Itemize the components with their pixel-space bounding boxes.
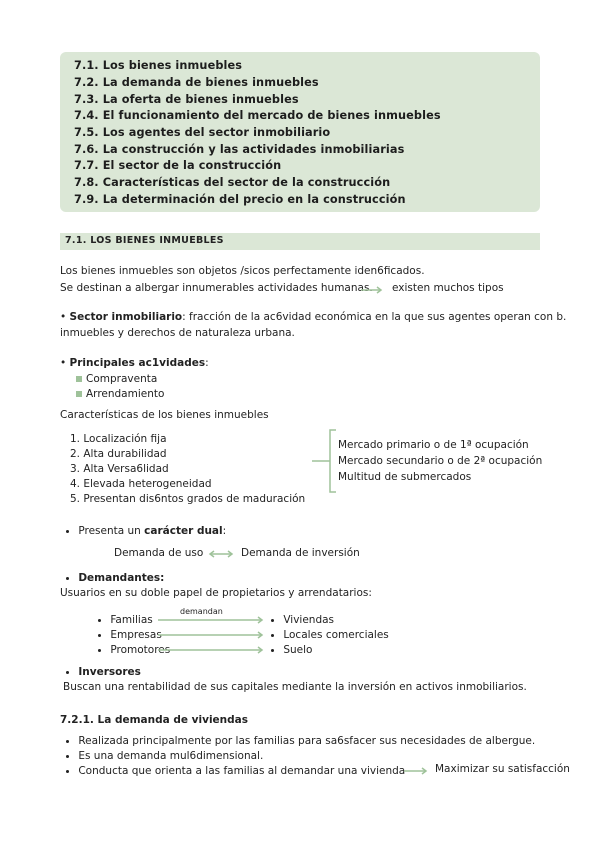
inversores-text: Buscan una rentabilidad de sus capitales mediante la inversión en activos inmobiliarios. bbox=[63, 681, 527, 693]
demandantes-label: Demandantes: bbox=[78, 572, 165, 584]
dual-pre: Presenta un bbox=[78, 525, 145, 537]
toc-item[interactable]: 7.3. La oferta de bienes inmuebles bbox=[74, 93, 299, 106]
demandante-right bbox=[271, 614, 334, 626]
intro-line-1: Los bienes inmuebles son objetos /sicos perfectamente iden6ficados. bbox=[60, 265, 425, 277]
demandante-left bbox=[98, 614, 153, 626]
bullet: • bbox=[60, 357, 67, 369]
bullet-dot-icon bbox=[66, 755, 69, 758]
toc-item[interactable]: 7.7. El sector de la construcción bbox=[74, 159, 282, 172]
dual-heading bbox=[66, 525, 226, 537]
section-title: 7.1. LOS BIENES INMUEBLES bbox=[65, 235, 224, 246]
toc-item[interactable]: 7.8. Características del sector de la construcción bbox=[74, 176, 391, 189]
list-item bbox=[66, 735, 535, 747]
sector-line-2: inmuebles y derechos de naturaleza urbana. bbox=[60, 327, 295, 339]
intro-arrow-text: existen muchos tipos bbox=[392, 282, 504, 294]
sector-text: : fracción de la ac6vidad económica en la que sus agentes operan con b. bbox=[182, 311, 567, 323]
actividad-item: Compraventa bbox=[86, 373, 158, 385]
actividades-label: Principales ac1vidades bbox=[69, 357, 206, 369]
inversores-label: Inversores bbox=[78, 666, 141, 678]
bullet-dot-icon bbox=[66, 577, 69, 580]
bullet: • bbox=[60, 311, 67, 323]
toc-item[interactable]: 7.2. La demanda de bienes inmuebles bbox=[74, 76, 319, 89]
caracteristica-item: 2. Alta durabilidad bbox=[70, 448, 167, 460]
mercado-item: Multitud de submercados bbox=[338, 471, 472, 483]
mercado-item: Mercado secundario o de 2ª ocupación bbox=[338, 455, 543, 467]
actividades-heading bbox=[60, 357, 209, 369]
intro-line-2: Se destinan a albergar innumerables actividades humanas. bbox=[60, 282, 373, 294]
vivienda-item: Realizada principalmente por las familias para sa6sfacer sus necesidades de albergue. bbox=[78, 735, 536, 747]
list-item bbox=[66, 750, 263, 762]
caracteristica-item: 4. Elevada heterogeneidad bbox=[70, 478, 212, 490]
bullet-dot-icon bbox=[66, 740, 69, 743]
dual-left: Demanda de uso bbox=[114, 547, 204, 559]
subsection-title: 7.2.1. La demanda de viviendas bbox=[60, 714, 248, 726]
right-label: Suelo bbox=[283, 644, 313, 656]
bullet-dot-icon bbox=[271, 649, 274, 652]
demandan-arrows bbox=[158, 615, 268, 655]
list-item bbox=[76, 373, 157, 385]
demandan-label: demandan bbox=[180, 607, 223, 616]
bullet-dot-icon bbox=[271, 634, 274, 637]
caracteristica-item: 5. Presentan dis6ntos grados de maduración bbox=[70, 493, 306, 505]
bullet-dot-icon bbox=[98, 619, 101, 622]
right-label: Locales comerciales bbox=[283, 629, 389, 641]
left-label: Familias bbox=[110, 614, 153, 626]
square-bullet-icon bbox=[76, 391, 82, 397]
bullet-dot-icon bbox=[66, 530, 69, 533]
demandante-right bbox=[271, 629, 389, 641]
actividad-item: Arrendamiento bbox=[86, 388, 165, 400]
section-heading-bar bbox=[60, 233, 540, 250]
vivienda-item: Es una demanda mul6dimensional. bbox=[78, 750, 264, 762]
right-label: Viviendas bbox=[283, 614, 335, 626]
left-label: Promotores bbox=[110, 644, 171, 656]
bracket-connector bbox=[312, 428, 338, 498]
dual-bold: carácter dual bbox=[144, 525, 223, 537]
toc-item[interactable]: 7.1. Los bienes inmuebles bbox=[74, 59, 243, 72]
dual-right: Demanda de inversión bbox=[241, 547, 360, 559]
caracteristica-item: 3. Alta Versa6lidad bbox=[70, 463, 169, 475]
colon: : bbox=[205, 357, 209, 369]
arrow-icon bbox=[361, 286, 385, 294]
sector-label: Sector inmobiliario bbox=[69, 311, 183, 323]
left-label: Empresas bbox=[110, 629, 162, 641]
caracteristica-item: 1. Localización fija bbox=[70, 433, 167, 445]
demandantes-heading bbox=[66, 572, 164, 584]
demandantes-text: Usuarios en su doble papel de propietarios y arrendatarios: bbox=[60, 587, 372, 599]
bullet-dot-icon bbox=[271, 619, 274, 622]
bullet-dot-icon bbox=[66, 770, 69, 773]
sector-definition bbox=[60, 311, 566, 323]
demandante-left bbox=[98, 629, 162, 641]
mercado-item: Mercado primario o de 1ª ocupación bbox=[338, 439, 529, 451]
double-arrow-icon bbox=[208, 550, 234, 558]
inversores-heading bbox=[66, 666, 141, 678]
demandante-right bbox=[271, 644, 312, 656]
bullet-dot-icon bbox=[98, 649, 101, 652]
list-item bbox=[66, 765, 405, 777]
caracteristicas-title: Características de los bienes inmuebles bbox=[60, 409, 269, 421]
toc-item[interactable]: 7.6. La construcción y las actividades inmobiliarias bbox=[74, 143, 405, 156]
list-item bbox=[76, 388, 164, 400]
toc-item[interactable]: 7.9. La determinación del precio en la construcción bbox=[74, 193, 406, 206]
dual-post: : bbox=[222, 525, 227, 537]
bullet-dot-icon bbox=[98, 634, 101, 637]
maximizar-text: Maximizar su satisfacción bbox=[435, 763, 570, 775]
square-bullet-icon bbox=[76, 376, 82, 382]
toc-item[interactable]: 7.4. El funcionamiento del mercado de bienes inmuebles bbox=[74, 109, 441, 122]
table-of-contents bbox=[60, 52, 540, 212]
bullet-dot-icon bbox=[66, 671, 69, 674]
arrow-icon bbox=[404, 767, 430, 775]
toc-item[interactable]: 7.5. Los agentes del sector inmobiliario bbox=[74, 126, 331, 139]
vivienda-item: Conducta que orienta a las familias al demandar una vivienda bbox=[78, 765, 406, 777]
